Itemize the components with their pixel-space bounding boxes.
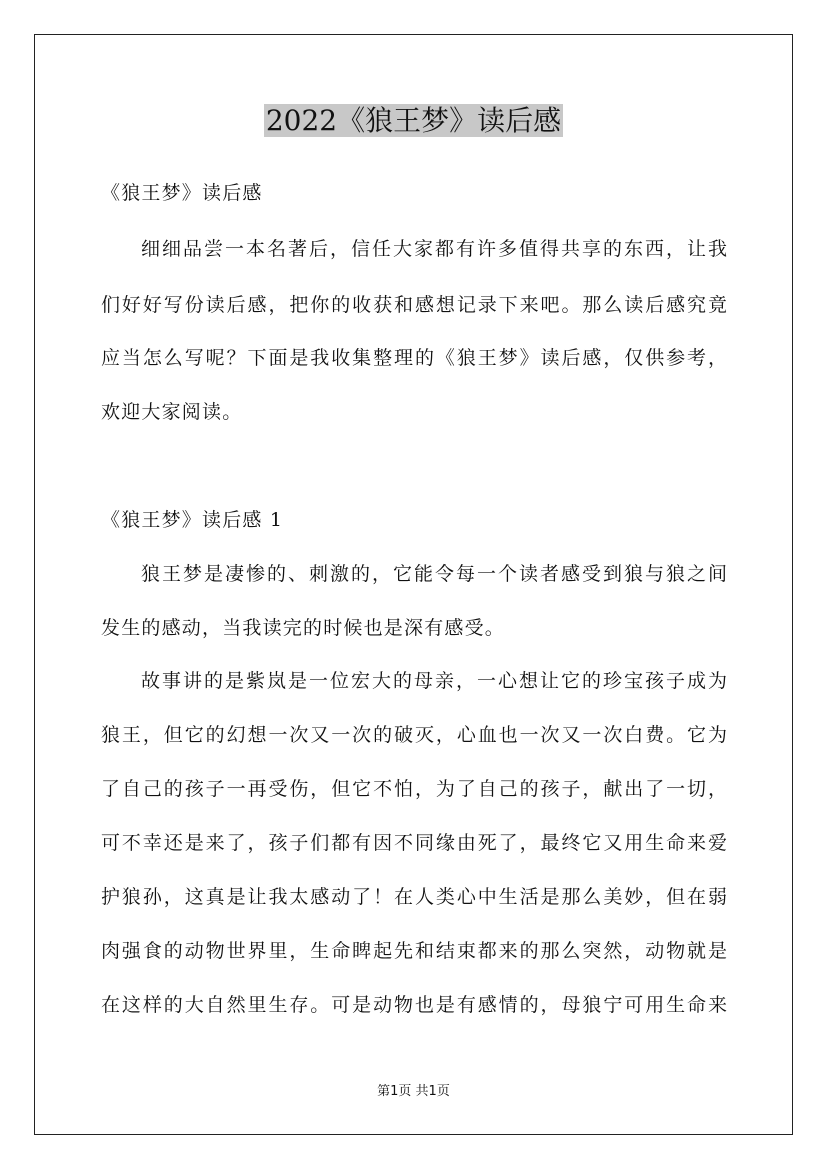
page-number-footer: 第1页 共1页 bbox=[377, 1084, 450, 1099]
paragraph-line: 狼王，但它的幻想一次又一次的破灭，心血也一次又一次白费。它为 bbox=[101, 724, 727, 746]
paragraph-line: 了自己的孩子一再受伤，但它不怕，为了自己的孩子，献出了一切， bbox=[101, 778, 727, 800]
intro-line: 们好好写份读后感，把你的收获和感想记录下来吧。那么读后感究竟 bbox=[101, 294, 727, 316]
intro-line: 细细品尝一本名著后，信任大家都有许多值得共享的东西，让我 bbox=[141, 238, 727, 260]
paragraph-line: 可不幸还是来了，孩子们都有因不同缘由死了，最终它又用生命来爱 bbox=[101, 832, 727, 854]
paragraph-line: 故事讲的是紫岚是一位宏大的母亲，一心想让它的珍宝孩子成为 bbox=[141, 670, 727, 692]
intro-line: 欢迎大家阅读。 bbox=[101, 401, 243, 423]
intro-line: 应当怎么写呢？下面是我收集整理的《狼王梦》读后感，仅供参考， bbox=[101, 347, 727, 369]
paragraph-line: 在这样的大自然里生存。可是动物也是有感情的，母狼宁可用生命来 bbox=[101, 994, 727, 1016]
paragraph-line: 狼王梦是凄惨的、刺激的，它能令每一个读者感受到狼与狼之间 bbox=[141, 563, 727, 585]
document-title bbox=[0, 100, 827, 142]
document-title-text: 2022《狼王梦》读后感 bbox=[265, 104, 562, 137]
paragraph-line: 发生的感动，当我读完的时候也是深有感受。 bbox=[101, 617, 506, 639]
paragraph-line: 肉强食的动物世界里，生命睥起先和结束都来的那么突然，动物就是 bbox=[101, 940, 727, 962]
section-heading: 《狼王梦》读后感 1 bbox=[101, 509, 284, 531]
paragraph-line: 护狼孙，这真是让我太感动了！在人类心中生活是那么美妙，但在弱 bbox=[101, 886, 727, 908]
document-subtitle: 《狼王梦》读后感 bbox=[101, 182, 263, 204]
